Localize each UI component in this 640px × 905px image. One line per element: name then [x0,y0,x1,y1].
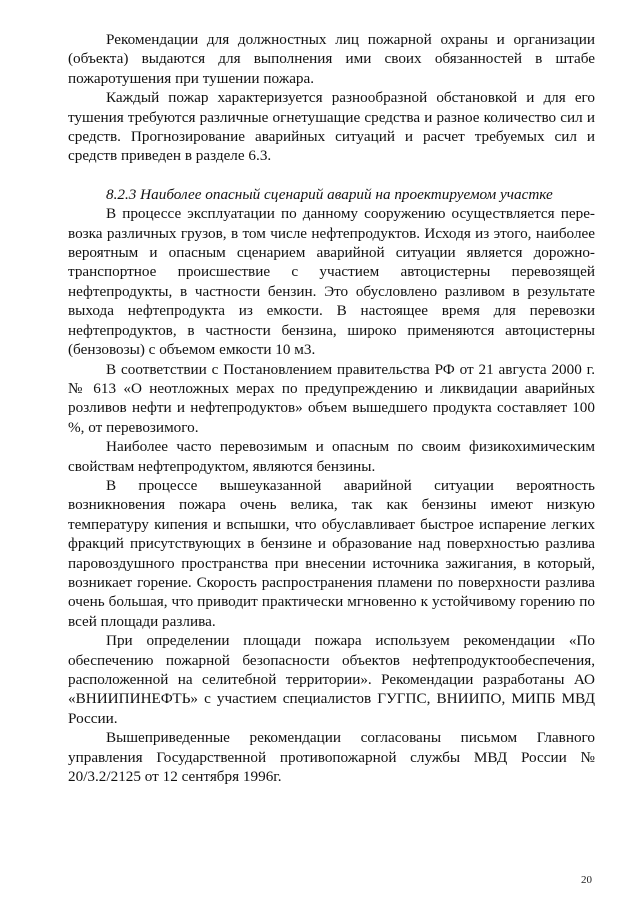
paragraph-fire-conditions: Каждый пожар характеризуется разнообразной обстановкой и для его тушения требуются различные огнетушащие средства и разное количество сил и средств. Прогнозирование аварийных ситуаций и расчет требуемых сил и средств приведен в разделе 6.3. [68,89,595,165]
paragraph-operation-scenario: В процессе эксплуатации по данному сооружению осуществляется пере-возка различных грузов, в том числе нефтепродуктов. Исходя из этого, наиболее вероятным и опасным сценарием аварийной ситуации является дорожно-транспортное происшествие с участием автоцистерны перевозящей нефтепродукты, в частности бензин. Это обусловлено разливом в результате выхода нефтепродукта из емкости. В настоящее время для перевозки нефтепродуктов, в частности бензина, широко применяются автоцистерны (бензовозы) с объемом емкости 10 м3. [68,205,595,359]
paragraph-fire-probability: В процессе вышеуказанной аварийной ситуации вероятность возникновения пожара очень велика, так как бензины имеют низкую температуру кипения и вспышки, что обуславливает быстрое испарение легких фракций присутствующих в бензине и образование над поверхностью разлива паровоздушного пространства при внесении источника зажигания, в который, возникает горение. Скорость распространения пламени по поверхности разлива очень большая, что приводит практически мгновенно к устойчивому горению по всей площади разлива. [68,476,595,630]
paragraph-approval-letter: Вышеприведенные рекомендации согласованы письмом Главного управления Государственной противопожарной службы МВД России № 20/3.2/2125 от 12 сентября 1996г. [68,729,595,786]
section-heading: 8.2.3 Наиболее опасный сценарий аварий на проектируемом участке [106,185,553,203]
paragraph-recommendations: Рекомендации для должностных лиц пожарной охраны и организации (объекта) выдаются для выполнения ими своих обязанностей в штабе пожаротушения при тушении пожара. [68,31,595,87]
paragraph-gasoline-hazard: Наиболее часто перевозимым и опасным по своим физикохимическим свойствам нефтепродуктом, являются бензины. [68,438,595,475]
page-number: 20 [581,874,592,886]
document-page [68,30,595,786]
paragraph-government-decree: В соответствии с Постановлением правительства РФ от 21 августа 2000 г. № 613 «О неотложных мерах по предупреждению и ликвидации аварийных розливов нефти и нефтепродуктов» объем вышедшего продукта составляет 100 %, от перевозимого. [68,360,595,436]
paragraph-fire-area-recommendations: При определении площади пожара используем рекомендации «По обеспечению пожарной безопасности объектов нефтепродуктообеспечения, расположенной на селитебной территории». Рекомендации разработаны АО «ВНИИПИНЕФТЬ» с участием специалистов ГУГПС, ВНИИПО, МИПБ МВД России. [68,632,595,727]
